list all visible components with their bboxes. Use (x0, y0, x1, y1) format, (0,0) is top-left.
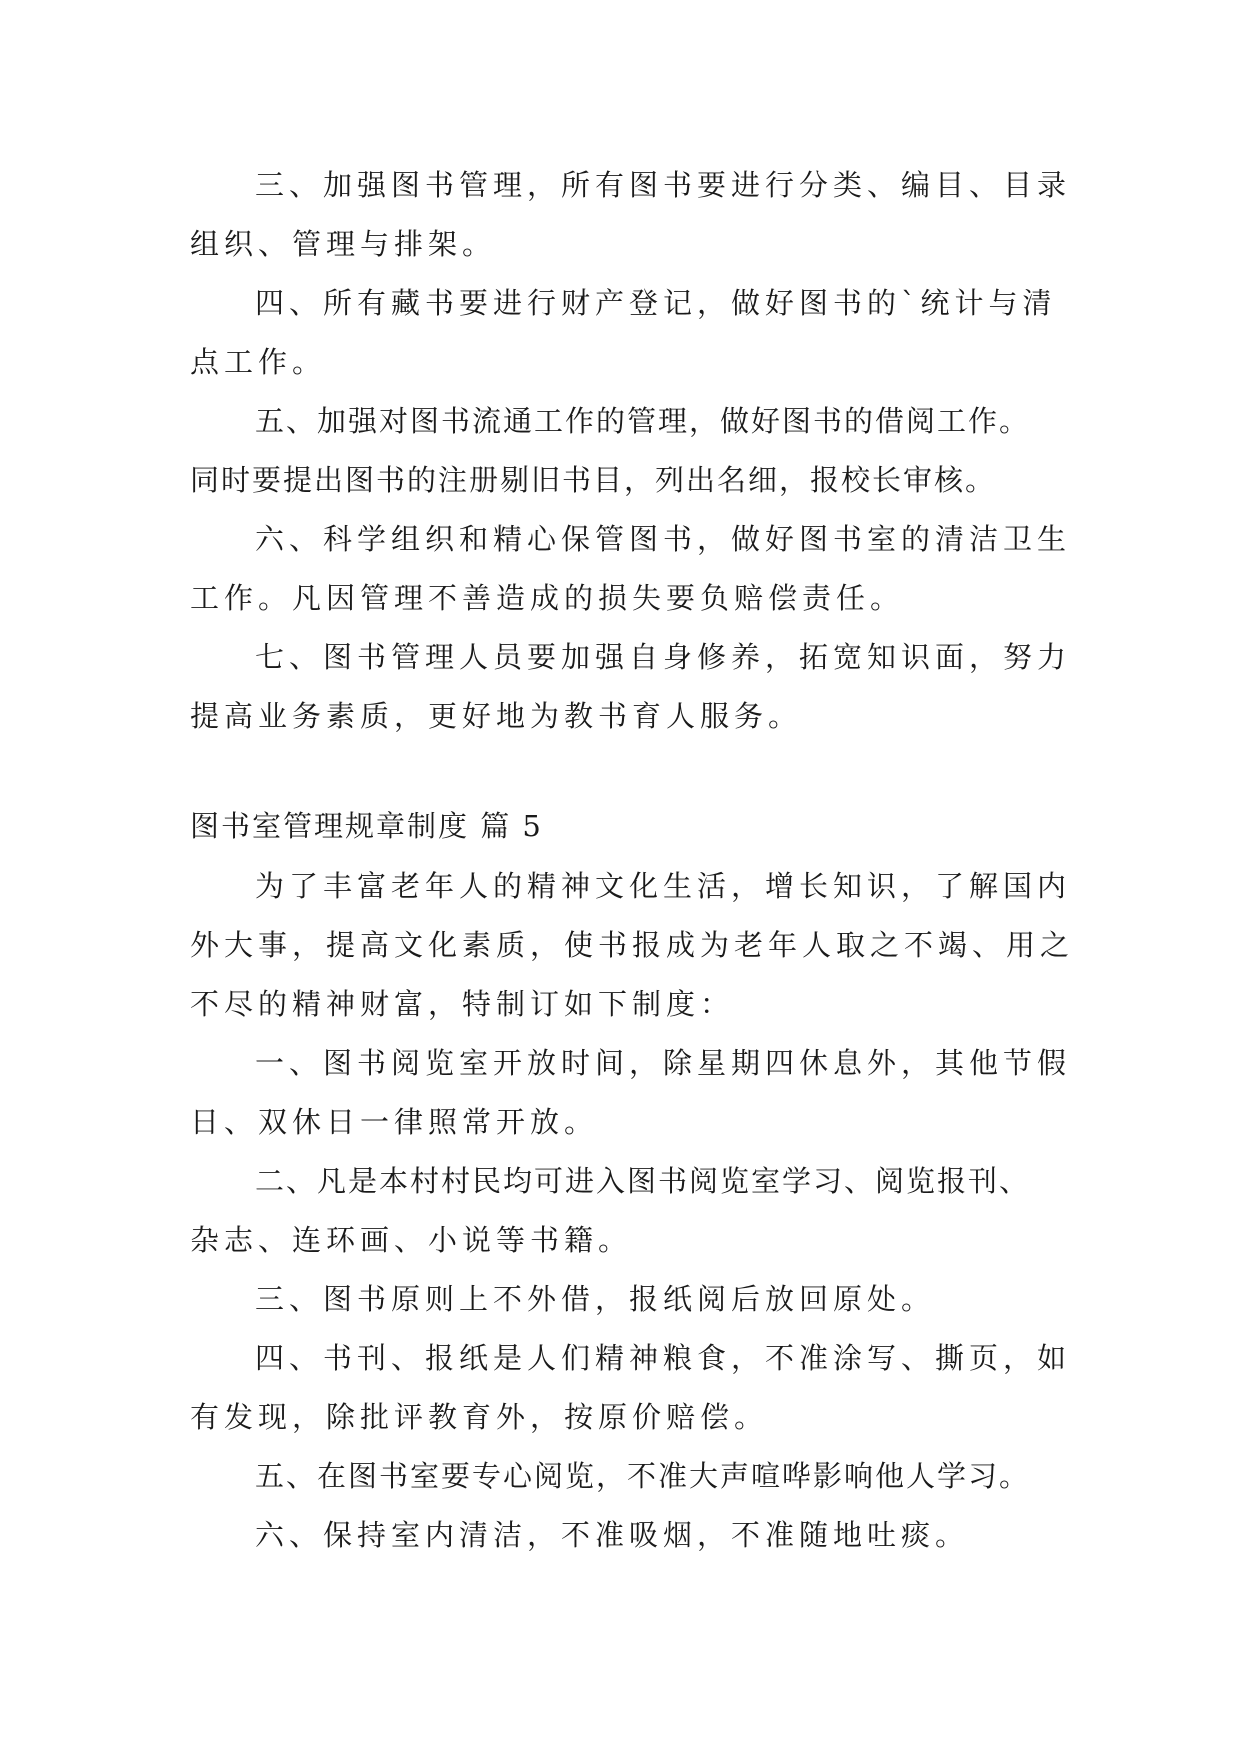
intro-line-3: 不尽的精神财富，特制订如下制度： (190, 987, 735, 1021)
intro-line-1: 为了丰富老年人的精神文化生活，增长知识，了解国内 (255, 869, 1072, 903)
rule-6-line-2: 工作。凡因管理不善造成的损失要负赔偿责任。 (190, 581, 905, 615)
section-heading: 图书室管理规章制度 篇 5 (190, 809, 543, 843)
rule-5-line-2: 同时要提出图书的注册剔旧书目，列出名细，报校长审核。 (190, 463, 997, 497)
rule-5-line-1: 五、加强对图书流通工作的管理，做好图书的借阅工作。 (255, 404, 1031, 438)
intro-line-2: 外大事，提高文化素质，使书报成为老年人取之不竭、用之 (190, 928, 1075, 962)
b-rule-1-line-1: 一、图书阅览室开放时间，除星期四休息外，其他节假 (255, 1046, 1072, 1080)
rule-7-line-2: 提高业务素质，更好地为教书育人服务。 (190, 699, 803, 733)
b-rule-5-line-1: 五、在图书室要专心阅览，不准大声喧哗影响他人学习。 (255, 1459, 1031, 1493)
rule-6-line-1: 六、科学组织和精心保管图书，做好图书室的清洁卫生 (255, 522, 1072, 556)
b-rule-4-line-1: 四、书刊、报纸是人们精神粮食，不准涂写、撕页，如 (255, 1341, 1072, 1375)
rule-3-line-1: 三、加强图书管理，所有图书要进行分类、编目、目录 (255, 168, 1072, 202)
b-rule-6-line-1: 六、保持室内清洁，不准吸烟，不准随地吐痰。 (255, 1518, 970, 1552)
b-rule-2-line-2: 杂志、连环画、小说等书籍。 (190, 1223, 633, 1257)
b-rule-4-line-2: 有发现，除批评教育外，按原价赔偿。 (190, 1400, 769, 1434)
rule-7-line-1: 七、图书管理人员要加强自身修养，拓宽知识面，努力 (255, 640, 1072, 674)
rule-3-line-2: 组织、管理与排架。 (190, 227, 497, 261)
b-rule-3-line-1: 三、图书原则上不外借，报纸阅后放回原处。 (255, 1282, 936, 1316)
b-rule-2-line-1: 二、凡是本村村民均可进入图书阅览室学习、阅览报刊、 (255, 1164, 1031, 1198)
b-rule-1-line-2: 日、双休日一律照常开放。 (190, 1105, 599, 1139)
rule-4-line-1: 四、所有藏书要进行财产登记，做好图书的`统计与清 (255, 286, 1057, 320)
rule-4-line-2: 点工作。 (190, 345, 327, 379)
